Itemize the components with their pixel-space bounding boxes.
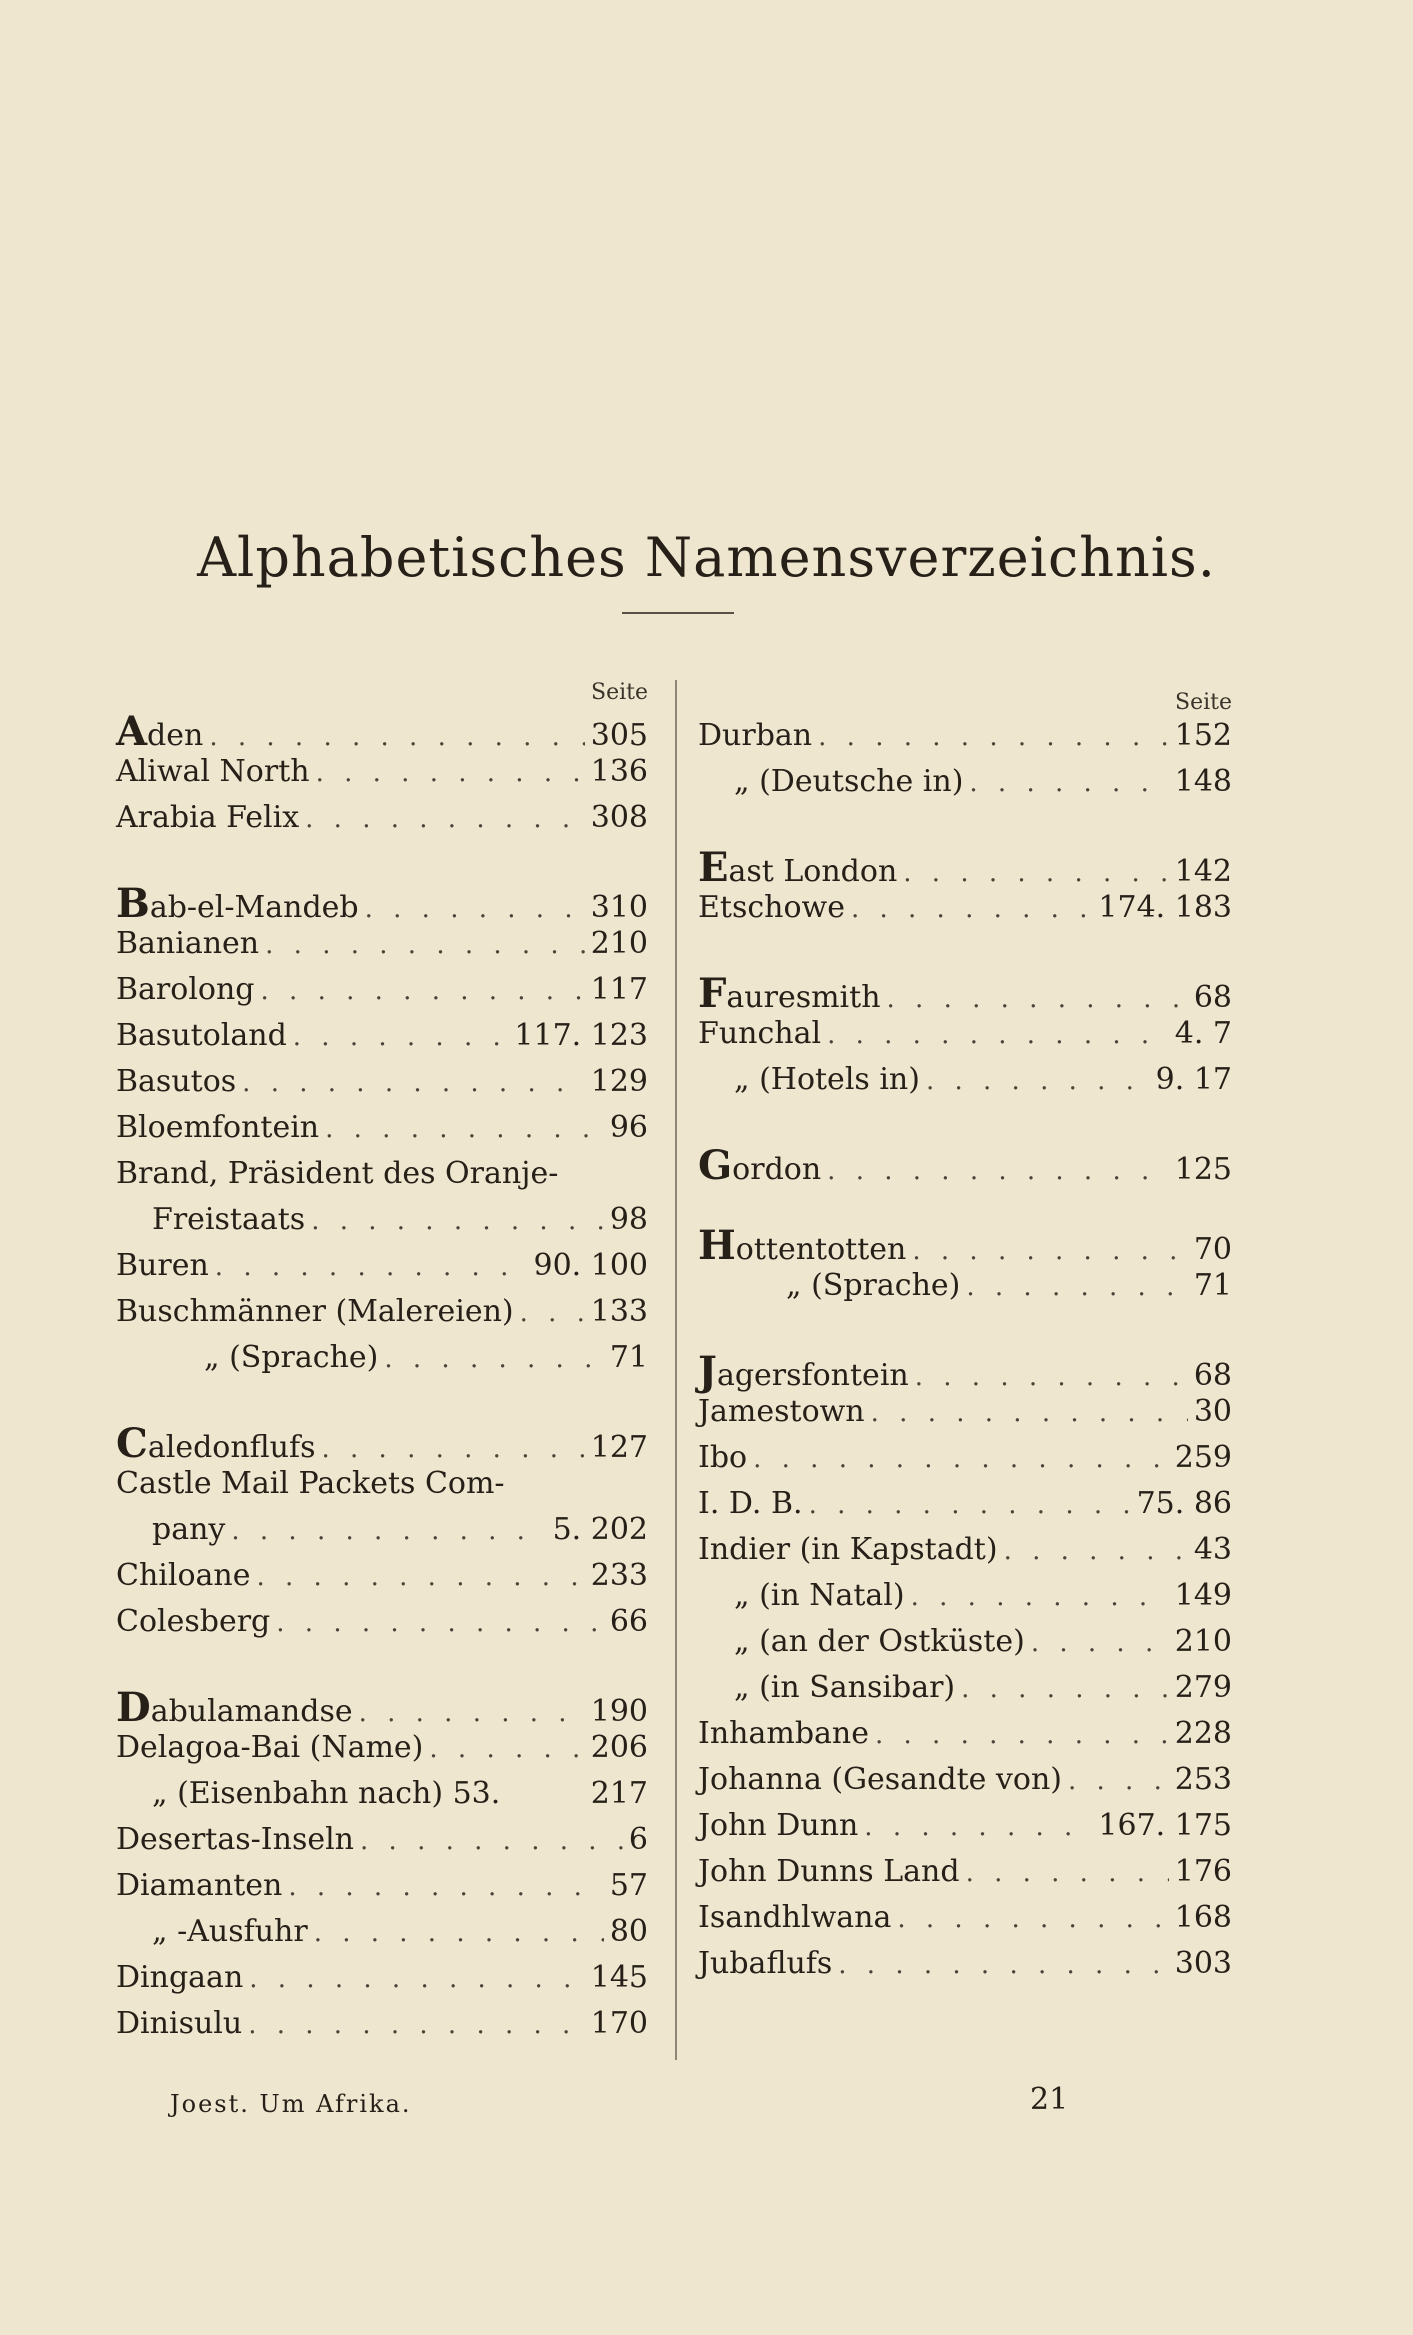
entry-name: Inhambane — [698, 1716, 869, 1751]
entry-name: „ -Ausfuhr — [152, 1914, 308, 1949]
page-number: 125 — [1174, 1152, 1232, 1187]
index-entry — [116, 1960, 648, 2006]
entry-name: „ (in Natal) — [734, 1578, 905, 1613]
entry-name: „ (an der Ostküste) — [734, 1624, 1025, 1659]
page-number: 305 — [590, 718, 648, 753]
index-group-d — [116, 1684, 648, 2052]
page-number: 75. 86 — [1136, 1486, 1232, 1521]
page-number: 71 — [609, 1340, 648, 1375]
index-entry — [116, 1914, 648, 1960]
entry-name: abulamandse — [150, 1694, 353, 1729]
leader-dots — [903, 858, 1168, 888]
seite-header: Seite — [1175, 690, 1232, 715]
page-title: Alphabetisches Namensverzeichnis. — [197, 526, 1216, 590]
leader-dots — [875, 1720, 1169, 1750]
page-number: 303 — [1174, 1946, 1232, 1981]
index-entry — [116, 1868, 648, 1914]
leader-dots — [311, 1206, 604, 1236]
entry-name: „ (Sprache) — [204, 1340, 379, 1375]
index-entry — [116, 1156, 648, 1202]
leader-dots — [384, 1344, 603, 1374]
entry-name: Basutoland — [116, 1018, 287, 1053]
leader-dots — [911, 1582, 1169, 1612]
index-entry — [116, 1248, 648, 1294]
page-number: 170 — [590, 2006, 648, 2041]
leader-dots — [851, 894, 1092, 924]
index-entry — [116, 1202, 648, 1248]
leader-dots — [248, 2010, 585, 2040]
leader-dots — [322, 1434, 585, 1464]
index-entry — [698, 1762, 1232, 1808]
index-entry — [116, 972, 648, 1018]
entry-name: I. D. B. — [698, 1486, 803, 1521]
index-group-e — [698, 844, 1232, 936]
leader-dots — [360, 1826, 623, 1856]
leader-dots — [864, 1812, 1092, 1842]
page-number: 96 — [609, 1110, 648, 1145]
index-entry — [698, 1222, 1232, 1268]
index-entry — [698, 890, 1232, 936]
entry-name: Aliwal North — [116, 754, 310, 789]
page-number: 145 — [590, 1960, 648, 1995]
index-column-left — [116, 680, 648, 2052]
index-entry — [116, 926, 648, 972]
page-number: 71 — [1193, 1268, 1232, 1303]
leader-dots — [520, 1298, 585, 1328]
entry-name: aledonflufs — [147, 1430, 316, 1465]
entry-name: ordon — [732, 1152, 822, 1187]
page-number: 43 — [1193, 1532, 1232, 1567]
page-number: 4. 7 — [1174, 1016, 1232, 1051]
leader-dots — [316, 758, 585, 788]
index-entry — [698, 1854, 1232, 1900]
page-number: 133 — [590, 1294, 648, 1329]
initial-letter: H — [698, 1222, 736, 1269]
leader-dots — [1004, 1536, 1188, 1566]
page-number: 210 — [590, 926, 648, 961]
entry-name: ab-el-Mandeb — [149, 890, 359, 925]
index-entry — [698, 1670, 1232, 1716]
page-number: 190 — [590, 1694, 648, 1729]
leader-dots — [305, 804, 585, 834]
page-number: 9. 17 — [1155, 1062, 1232, 1097]
entry-name: „ (Sprache) — [786, 1268, 961, 1303]
initial-letter: D — [116, 1684, 151, 1731]
leader-dots — [265, 930, 585, 960]
page-number: 6 — [628, 1822, 648, 1857]
index-entry — [698, 1394, 1232, 1440]
page-number: 136 — [590, 754, 648, 789]
entry-name: Buschmänner (Malereien) — [116, 1294, 514, 1329]
index-entry — [698, 1578, 1232, 1624]
seite-header: Seite — [591, 680, 648, 705]
leader-dots — [429, 1734, 584, 1764]
page-number: 279 — [1174, 1670, 1232, 1705]
leader-dots — [838, 1950, 1168, 1980]
entry-name: Etschowe — [698, 890, 845, 925]
page-number: 233 — [590, 1558, 648, 1593]
initial-letter: G — [698, 1142, 733, 1189]
index-entry — [116, 1018, 648, 1064]
index-group-f — [698, 970, 1232, 1108]
index-entry — [698, 1440, 1232, 1486]
entry-name: auresmith — [726, 980, 881, 1015]
index-entry — [698, 1532, 1232, 1578]
page-number: 308 — [590, 800, 648, 835]
initial-letter: C — [116, 1420, 148, 1467]
index-entry — [116, 1340, 648, 1386]
initial-letter: F — [698, 970, 727, 1017]
entry-name: agersfontein — [716, 1358, 909, 1393]
index-entry — [698, 1268, 1232, 1314]
entry-name: ast London — [728, 854, 898, 889]
leader-dots — [314, 1918, 604, 1948]
page-number: 68 — [1193, 980, 1232, 1015]
page-number: 168 — [1174, 1900, 1232, 1935]
index-entry — [698, 1716, 1232, 1762]
page-number: 80 — [609, 1914, 648, 1949]
index-group-c — [116, 1420, 648, 1650]
leader-dots — [257, 1562, 585, 1592]
index-entry — [698, 1142, 1232, 1188]
entry-name: Funchal — [698, 1016, 822, 1051]
entry-name: Ibo — [698, 1440, 748, 1475]
leader-dots — [969, 768, 1168, 798]
leader-dots — [961, 1674, 1169, 1704]
initial-letter: A — [116, 708, 148, 755]
index-entry — [698, 970, 1232, 1016]
page-number: 152 — [1174, 718, 1232, 753]
index-entry — [116, 1064, 648, 1110]
index-group-d-cont — [698, 718, 1232, 810]
leader-dots — [915, 1362, 1188, 1392]
leader-dots — [827, 1156, 1169, 1186]
entry-name: Johanna (Gesandte von) — [698, 1762, 1062, 1797]
entry-name: Basutos — [116, 1064, 237, 1099]
page-number: 142 — [1174, 854, 1232, 889]
page-number: 129 — [590, 1064, 648, 1099]
page-number: 253 — [1174, 1762, 1232, 1797]
index-group-h — [698, 1222, 1232, 1314]
entry-name: Colesberg — [116, 1604, 271, 1639]
page-number: 68 — [1193, 1358, 1232, 1393]
page-number: 176 — [1174, 1854, 1232, 1889]
initial-letter: B — [116, 880, 150, 927]
entry-name: Barolong — [116, 972, 255, 1007]
leader-dots — [912, 1236, 1187, 1266]
leader-dots — [242, 1068, 585, 1098]
index-entry — [698, 1946, 1232, 1992]
index-entry — [698, 764, 1232, 810]
page-number: 206 — [590, 1730, 648, 1765]
page-number: 127 — [590, 1430, 648, 1465]
entry-name: Jamestown — [698, 1394, 865, 1429]
index-entry — [116, 1730, 648, 1776]
column-divider — [675, 680, 677, 2060]
page-number: 148 — [1174, 764, 1232, 799]
entry-name: ottentotten — [735, 1232, 907, 1267]
entry-name: Dinisulu — [116, 2006, 243, 2041]
entry-name: pany — [152, 1512, 226, 1547]
page-number: 228 — [1174, 1716, 1232, 1751]
entry-name: den — [147, 718, 204, 753]
index-entry — [698, 718, 1232, 764]
index-entry — [698, 1016, 1232, 1062]
index-entry — [116, 754, 648, 800]
entry-name: Chiloane — [116, 1558, 251, 1593]
entry-name: Buren — [116, 1248, 209, 1283]
index-group-b — [116, 880, 648, 1386]
title-rule — [622, 612, 734, 614]
page-number: 310 — [590, 890, 648, 925]
index-entry — [116, 1604, 648, 1650]
page-number: 174. 183 — [1098, 890, 1232, 925]
index-column-right — [698, 680, 1232, 1992]
index-entry — [116, 708, 648, 754]
entry-name: Isandhlwana — [698, 1900, 892, 1935]
index-entry — [698, 1900, 1232, 1946]
leader-dots — [818, 722, 1169, 752]
entry-name: „ (Eisenbahn nach) 53. — [152, 1776, 501, 1811]
entry-name: Diamanten — [116, 1868, 283, 1903]
index-entry — [698, 1348, 1232, 1394]
entry-name: Arabia Felix — [116, 800, 300, 835]
page-number: 117. 123 — [514, 1018, 648, 1053]
entry-name: „ (in Sansibar) — [734, 1670, 956, 1705]
leader-dots — [966, 1858, 1169, 1888]
leader-dots — [359, 1698, 585, 1728]
entry-name: Bloemfontein — [116, 1110, 320, 1145]
entry-name: Banianen — [116, 926, 260, 961]
leader-dots — [261, 976, 585, 1006]
leader-dots — [827, 1020, 1169, 1050]
index-entry — [116, 1512, 648, 1558]
page-number: 117 — [590, 972, 648, 1007]
index-entry — [116, 1776, 648, 1822]
leader-dots — [926, 1066, 1150, 1096]
entry-name: Dingaan — [116, 1960, 244, 1995]
leader-dots — [966, 1272, 1187, 1302]
index-entry — [116, 1420, 648, 1466]
entry-name: Indier (in Kapstadt) — [698, 1532, 998, 1567]
index-entry — [116, 1684, 648, 1730]
leader-dots — [209, 722, 584, 752]
leader-dots — [1068, 1766, 1169, 1796]
index-entry — [698, 1808, 1232, 1854]
entry-name: John Dunns Land — [698, 1854, 960, 1889]
index-entry — [698, 1486, 1232, 1532]
page-number: 98 — [609, 1202, 648, 1237]
index-entry — [116, 800, 648, 846]
index-group-a — [116, 708, 648, 846]
leader-dots — [325, 1114, 604, 1144]
leader-dots — [276, 1608, 604, 1638]
page-number: 90. 100 — [533, 1248, 648, 1283]
index-entry — [698, 1062, 1232, 1108]
index-entry — [116, 1466, 648, 1512]
entry-name: Jubaflufs — [698, 1946, 833, 1981]
leader-dots — [288, 1872, 603, 1902]
footer-signature: Joest. Um Afrika. — [170, 2090, 412, 2118]
entry-name: Castle Mail Packets Com- — [116, 1466, 505, 1501]
page-number: 210 — [1174, 1624, 1232, 1659]
entry-name: John Dunn — [698, 1808, 859, 1843]
index-group-j — [698, 1348, 1232, 1992]
index-entry — [116, 2006, 648, 2052]
leader-dots — [365, 894, 585, 924]
leader-dots — [215, 1252, 528, 1282]
page-number: 259 — [1174, 1440, 1232, 1475]
leader-dots — [871, 1398, 1188, 1428]
leader-dots — [293, 1022, 509, 1052]
page-number: 149 — [1174, 1578, 1232, 1613]
page-number: 30 — [1193, 1394, 1232, 1429]
page-number: 70 — [1193, 1232, 1232, 1267]
leader-dots — [231, 1516, 546, 1546]
page-number: 217 — [590, 1776, 648, 1811]
footer-sheet-number: 21 — [1030, 2082, 1069, 2117]
entry-name: Desertas-Inseln — [116, 1822, 355, 1857]
leader-dots — [249, 1964, 584, 1994]
entry-name: Delagoa-Bai (Name) — [116, 1730, 424, 1765]
page-number: 167. 175 — [1098, 1808, 1232, 1843]
index-entry — [116, 1822, 648, 1868]
index-entry — [116, 880, 648, 926]
page-number: 57 — [609, 1868, 648, 1903]
entry-name: Brand, Präsident des Oranje- — [116, 1156, 559, 1191]
leader-dots — [1031, 1628, 1169, 1658]
entry-name: Durban — [698, 718, 813, 753]
index-group-g — [698, 1142, 1232, 1188]
leader-dots — [897, 1904, 1168, 1934]
index-entry — [698, 1624, 1232, 1670]
entry-name: „ (Deutsche in) — [734, 764, 964, 799]
leader-dots — [753, 1444, 1169, 1474]
entry-name: Freistaats — [152, 1202, 306, 1237]
index-entry — [116, 1294, 648, 1340]
initial-letter: J — [698, 1348, 717, 1395]
entry-name: „ (Hotels in) — [734, 1062, 920, 1097]
index-entry — [116, 1110, 648, 1156]
leader-dots — [809, 1490, 1131, 1520]
index-entry — [116, 1558, 648, 1604]
page-number: 66 — [609, 1604, 648, 1639]
leader-dots — [887, 984, 1188, 1014]
page-number: 5. 202 — [552, 1512, 648, 1547]
index-entry — [698, 844, 1232, 890]
initial-letter: E — [698, 844, 729, 891]
